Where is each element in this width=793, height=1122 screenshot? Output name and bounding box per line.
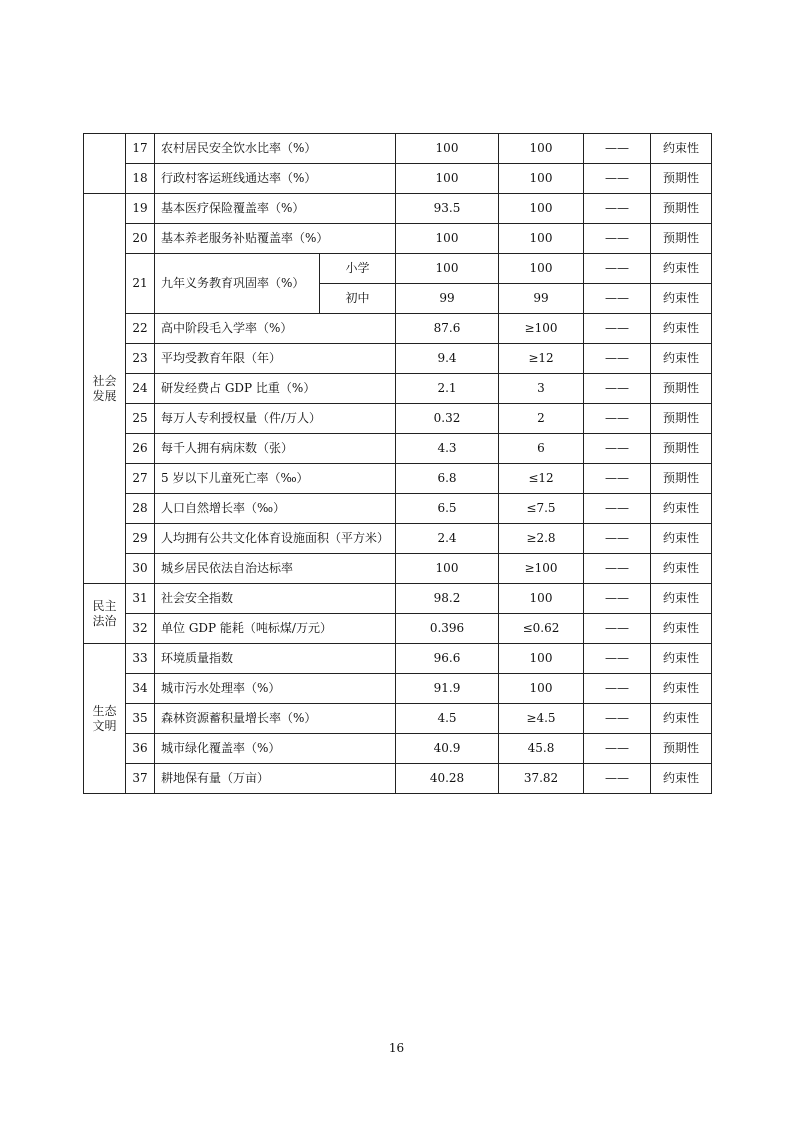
row-number: 31 [126, 584, 155, 614]
indicator-type: 约束性 [651, 494, 712, 524]
dash-cell: —— [584, 644, 651, 674]
target-value: 3 [499, 374, 584, 404]
table-row [84, 224, 712, 254]
dash-cell: —— [584, 584, 651, 614]
base-value: 0.396 [396, 614, 499, 644]
target-value: ≥100 [499, 314, 584, 344]
dash-cell: —— [584, 524, 651, 554]
table-row [84, 164, 712, 194]
base-value: 40.9 [396, 734, 499, 764]
dash-cell: —— [584, 494, 651, 524]
target-value: 45.8 [499, 734, 584, 764]
dash-cell: —— [584, 194, 651, 224]
target-value: 100 [499, 674, 584, 704]
row-number: 32 [126, 614, 155, 644]
target-value: ≤7.5 [499, 494, 584, 524]
row-number: 27 [126, 464, 155, 494]
table-row [84, 584, 712, 614]
base-value: 100 [396, 224, 499, 254]
indicator-name: 社会安全指数 [155, 584, 396, 614]
indicator-name: 平均受教育年限（年） [155, 344, 396, 374]
dash-cell: —— [584, 554, 651, 584]
row-number: 21 [126, 254, 155, 314]
indicator-type: 预期性 [651, 464, 712, 494]
indicator-type: 预期性 [651, 164, 712, 194]
page-number: 16 [388, 1041, 405, 1055]
indicator-type: 约束性 [651, 704, 712, 734]
indicator-type: 预期性 [651, 404, 712, 434]
table-row [84, 374, 712, 404]
category-cell: 社会发展 [84, 194, 126, 584]
category-cell: 民主法治 [84, 584, 126, 644]
table-row [84, 764, 712, 794]
dash-cell: —— [584, 404, 651, 434]
base-value: 9.4 [396, 344, 499, 374]
row-number: 23 [126, 344, 155, 374]
table-row [84, 554, 712, 584]
indicator-name: 5 岁以下儿童死亡率（‰） [155, 464, 396, 494]
target-value: 100 [499, 254, 584, 284]
indicator-name: 人均拥有公共文化体育设施面积（平方米） [155, 524, 396, 554]
base-value: 100 [396, 134, 499, 164]
table-row [84, 734, 712, 764]
table-row [84, 704, 712, 734]
row-number: 30 [126, 554, 155, 584]
table-row [84, 404, 712, 434]
table-row [84, 314, 712, 344]
base-value: 40.28 [396, 764, 499, 794]
dash-cell: —— [584, 314, 651, 344]
indicator-type: 预期性 [651, 434, 712, 464]
indicator-type: 预期性 [651, 734, 712, 764]
table-row [84, 194, 712, 224]
table-row [84, 644, 712, 674]
indicator-type: 约束性 [651, 584, 712, 614]
table-row [84, 674, 712, 704]
row-number: 24 [126, 374, 155, 404]
target-value: ≥100 [499, 554, 584, 584]
dash-cell: —— [584, 224, 651, 254]
base-value: 0.32 [396, 404, 499, 434]
indicator-type: 预期性 [651, 194, 712, 224]
base-value: 2.4 [396, 524, 499, 554]
table-row [84, 524, 712, 554]
row-number: 35 [126, 704, 155, 734]
indicator-name: 森林资源蓄积量增长率（%） [155, 704, 396, 734]
target-value: 6 [499, 434, 584, 464]
target-value: 100 [499, 224, 584, 254]
row-number: 28 [126, 494, 155, 524]
base-value: 87.6 [396, 314, 499, 344]
target-value: ≥12 [499, 344, 584, 374]
dash-cell: —— [584, 374, 651, 404]
dash-cell: —— [584, 134, 651, 164]
indicator-name: 研发经费占 GDP 比重（%） [155, 374, 396, 404]
dash-cell: —— [584, 284, 651, 314]
indicator-name: 高中阶段毛入学率（%） [155, 314, 396, 344]
dash-cell: —— [584, 704, 651, 734]
indicator-type: 约束性 [651, 674, 712, 704]
indicator-name: 环境质量指数 [155, 644, 396, 674]
indicator-name: 基本养老服务补贴覆盖率（%） [155, 224, 396, 254]
target-value: 100 [499, 584, 584, 614]
sub-category: 小学 [320, 254, 396, 284]
indicator-name: 每千人拥有病床数（张） [155, 434, 396, 464]
indicator-name: 单位 GDP 能耗（吨标煤/万元） [155, 614, 396, 644]
indicator-name: 行政村客运班线通达率（%） [155, 164, 396, 194]
base-value: 96.6 [396, 644, 499, 674]
target-value: 100 [499, 134, 584, 164]
base-value: 4.5 [396, 704, 499, 734]
indicator-type: 约束性 [651, 614, 712, 644]
base-value: 99 [396, 284, 499, 314]
table-row [84, 254, 712, 284]
dash-cell: —— [584, 164, 651, 194]
base-value: 4.3 [396, 434, 499, 464]
target-value: 100 [499, 194, 584, 224]
indicator-name: 基本医疗保险覆盖率（%） [155, 194, 396, 224]
target-value: ≥2.8 [499, 524, 584, 554]
base-value: 93.5 [396, 194, 499, 224]
indicator-type: 约束性 [651, 314, 712, 344]
indicator-table [83, 133, 712, 794]
dash-cell: —— [584, 254, 651, 284]
row-number: 29 [126, 524, 155, 554]
indicator-type: 约束性 [651, 254, 712, 284]
dash-cell: —— [584, 344, 651, 374]
dash-cell: —— [584, 734, 651, 764]
target-value: ≥4.5 [499, 704, 584, 734]
indicator-type: 约束性 [651, 284, 712, 314]
target-value: 100 [499, 164, 584, 194]
indicator-name: 城乡居民依法自治达标率 [155, 554, 396, 584]
indicator-type: 约束性 [651, 644, 712, 674]
category-cell: 生态文明 [84, 644, 126, 794]
category-cell [84, 134, 126, 194]
indicator-type: 约束性 [651, 134, 712, 164]
table-row [84, 464, 712, 494]
sub-category: 初中 [320, 284, 396, 314]
row-number: 20 [126, 224, 155, 254]
base-value: 2.1 [396, 374, 499, 404]
table-row [84, 134, 712, 164]
row-number: 19 [126, 194, 155, 224]
row-number: 25 [126, 404, 155, 434]
dash-cell: —— [584, 434, 651, 464]
table-row [84, 434, 712, 464]
target-value: 2 [499, 404, 584, 434]
row-number: 33 [126, 644, 155, 674]
target-value: 37.82 [499, 764, 584, 794]
dash-cell: —— [584, 614, 651, 644]
base-value: 6.5 [396, 494, 499, 524]
indicator-type: 预期性 [651, 374, 712, 404]
indicator-name: 城市污水处理率（%） [155, 674, 396, 704]
indicator-type: 约束性 [651, 344, 712, 374]
base-value: 91.9 [396, 674, 499, 704]
row-number: 37 [126, 764, 155, 794]
target-value: 99 [499, 284, 584, 314]
indicator-name: 每万人专利授权量（件/万人） [155, 404, 396, 434]
base-value: 100 [396, 164, 499, 194]
target-value: 100 [499, 644, 584, 674]
target-value: ≤12 [499, 464, 584, 494]
base-value: 98.2 [396, 584, 499, 614]
row-number: 34 [126, 674, 155, 704]
base-value: 100 [396, 254, 499, 284]
row-number: 22 [126, 314, 155, 344]
indicator-name: 人口自然增长率（‰） [155, 494, 396, 524]
row-number: 17 [126, 134, 155, 164]
indicator-name: 耕地保有量（万亩） [155, 764, 396, 794]
indicator-type: 预期性 [651, 224, 712, 254]
table-row [84, 344, 712, 374]
dash-cell: —— [584, 464, 651, 494]
dash-cell: —— [584, 674, 651, 704]
base-value: 100 [396, 554, 499, 584]
table-row [84, 494, 712, 524]
indicator-name: 城市绿化覆盖率（%） [155, 734, 396, 764]
indicator-type: 约束性 [651, 764, 712, 794]
dash-cell: —— [584, 764, 651, 794]
base-value: 6.8 [396, 464, 499, 494]
indicator-type: 约束性 [651, 554, 712, 584]
row-number: 26 [126, 434, 155, 464]
indicator-type: 约束性 [651, 524, 712, 554]
row-number: 18 [126, 164, 155, 194]
target-value: ≤0.62 [499, 614, 584, 644]
table-row [84, 614, 712, 644]
row-number: 36 [126, 734, 155, 764]
indicator-name: 九年义务教育巩固率（%） [155, 254, 320, 314]
indicator-name: 农村居民安全饮水比率（%） [155, 134, 396, 164]
